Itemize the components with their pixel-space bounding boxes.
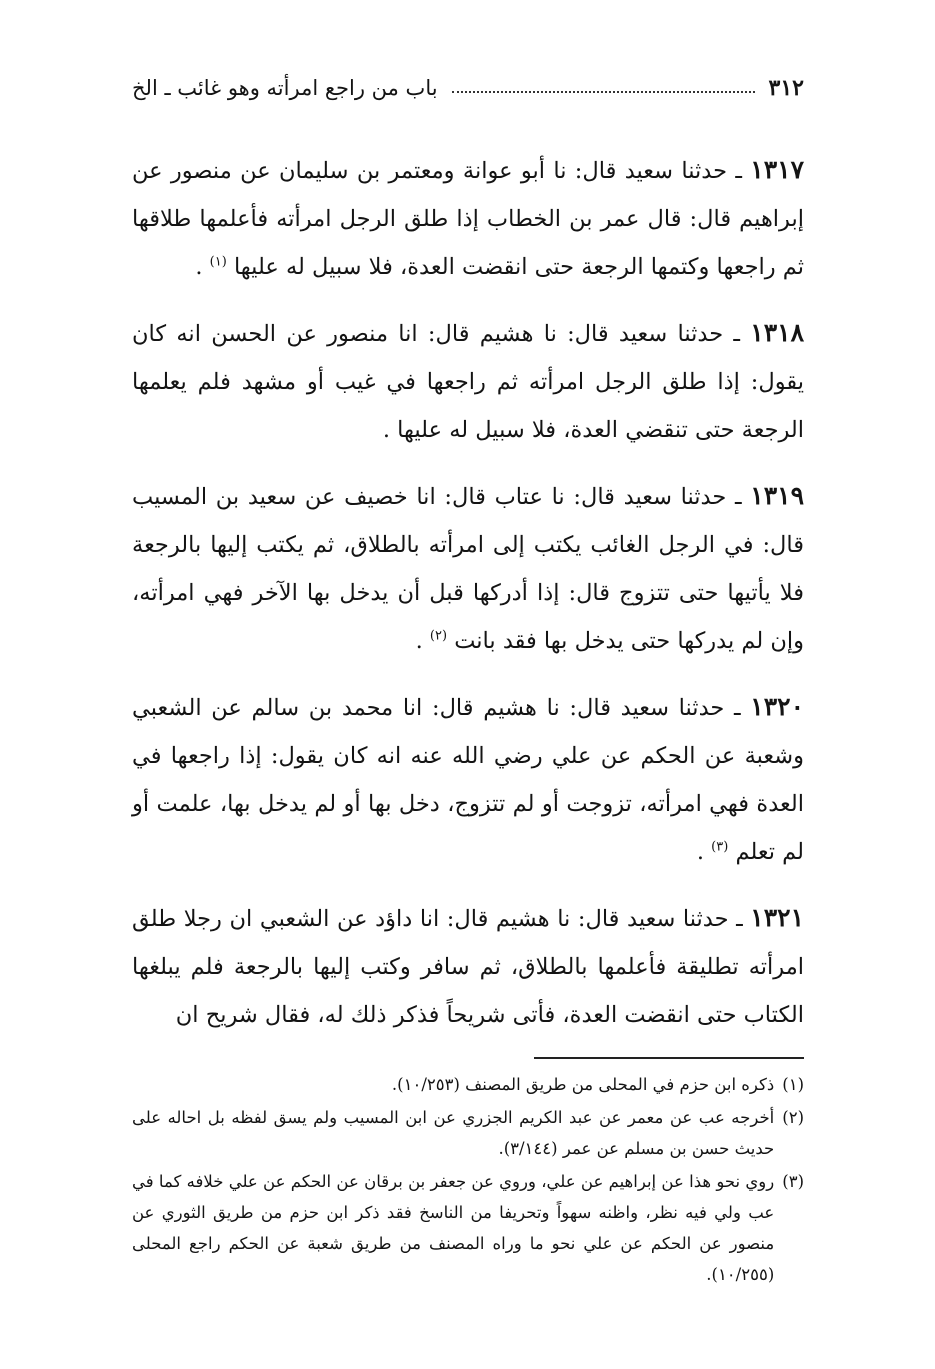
- footnote-mark: (٣): [782, 1172, 804, 1191]
- footnote-reference: (٣): [711, 839, 729, 855]
- footnote-text: روي نحو هذا عن إبراهيم عن علي، وروي عن جعفر بن برقان عن الحكم عن علي خلافه كما في عب ولي فيه نظر، واظنه سهواً وتحريفا من الناسخ فقد ذكر ابن حزم من طريق الثوري عن منصور عن الحكم عن علي نحو ما وراه المصنف من طريق شعبة عن الحكم راجع المحلى (١٠/٢٥٥).: [132, 1172, 775, 1284]
- hadith-paragraph: [132, 894, 804, 1039]
- hadith-paragraph: [132, 683, 804, 876]
- hadith-text: ـ حدثنا سعيد قال: نا هشيم قال: انا منصور عن الحسن انه كان يقول: إذا طلق الرجل امرأته ثم راجعها في غيب أو مشهد فلم يعلمها الرجعة حتى تنقضي العدة، فلا سبيل له عليها .: [132, 321, 804, 443]
- main-text: [132, 146, 804, 1039]
- hadith-number: ١٣١٧: [750, 155, 804, 184]
- footnote-reference: (٢): [429, 628, 448, 644]
- footnote: [132, 1069, 804, 1100]
- hadith-end-mark: .: [696, 839, 712, 865]
- footnote-reference: (١): [209, 254, 227, 270]
- hadith-text: ـ حدثنا سعيد قال: نا أبو عوانة ومعتمر بن سليمان عن منصور عن إبراهيم قال: قال عمر بن الخطاب إذا طلق الرجل امرأته فأعلمها طلاقها ثم راجعها وكتمها الرجعة حتى انقضت العدة، فلا سبيل له عليها: [132, 158, 804, 280]
- hadith-text: ـ حدثنا سعيد قال: نا هشيم قال: انا محمد بن سالم عن الشعبي وشعبة عن الحكم عن علي رضي الله عنه انه كان يقول: إذا راجعها في العدة فهي امرأته، تزوجت أو لم تتزوج، دخل بها أو لم يدخل بها، علمت أو لم تعلم: [132, 695, 804, 865]
- footnote-mark: (١): [782, 1075, 804, 1094]
- hadith-paragraph: [132, 146, 804, 291]
- hadith-number: ١٣١٨: [750, 318, 804, 347]
- hadith-paragraph: [132, 472, 804, 665]
- page-number: ٣١٢: [768, 75, 804, 101]
- hadith-text: ـ حدثنا سعيد قال: نا هشيم قال: انا داؤد عن الشعبي ان رجلا طلق امرأته تطليقة فأعلمها بالطلاق، ثم سافر وكتب إليها بالرجعة فلم يبلغها الكتاب حتى انقضت العدة، فأتى شريحاً فذكر ذلك له، فقال شريح ان: [132, 906, 804, 1028]
- footnote-separator: [534, 1057, 804, 1059]
- footnotes: [132, 1069, 804, 1290]
- footnote-mark: (٢): [782, 1108, 804, 1127]
- running-header: [132, 70, 804, 106]
- hadith-number: ١٣٢١: [750, 903, 805, 932]
- hadith-text: ـ حدثنا سعيد قال: نا عتاب قال: انا خصيف عن سعيد بن المسيب قال: في الرجل الغائب يكتب إلى امرأته بالطلاق، ثم يكتب إليها بالرجعة فلا يأتيها حتى تتزوج قال: إذا أدركها قبل أن يدخل بها الآخر فهي امرأته، وإن لم يدركها حتى يدخل بها فقد بانت: [132, 484, 804, 654]
- footnote: [132, 1166, 804, 1290]
- hadith-number: ١٣٢٠: [750, 692, 804, 721]
- footnote: [132, 1102, 804, 1164]
- header-dotted-leader: [452, 91, 755, 93]
- hadith-end-mark: .: [195, 254, 210, 280]
- footnote-text: ذكره ابن حزم في المحلى من طريق المصنف (١٠/٢٥٣).: [391, 1075, 775, 1094]
- footnote-text: أخرجه عب عن معمر عن عبد الكريم الجزري عن ابن المسيب ولم يسق لفظه بل احاله على حديث حسن بن مسلم عن عمر (٣/١٤٤).: [132, 1108, 775, 1158]
- hadith-paragraph: [132, 309, 804, 454]
- book-page: [132, 70, 804, 1292]
- chapter-title: باب من راجع امرأته وهو غائب ـ الخ: [132, 76, 438, 100]
- hadith-end-mark: .: [415, 628, 430, 654]
- hadith-number: ١٣١٩: [750, 481, 804, 510]
